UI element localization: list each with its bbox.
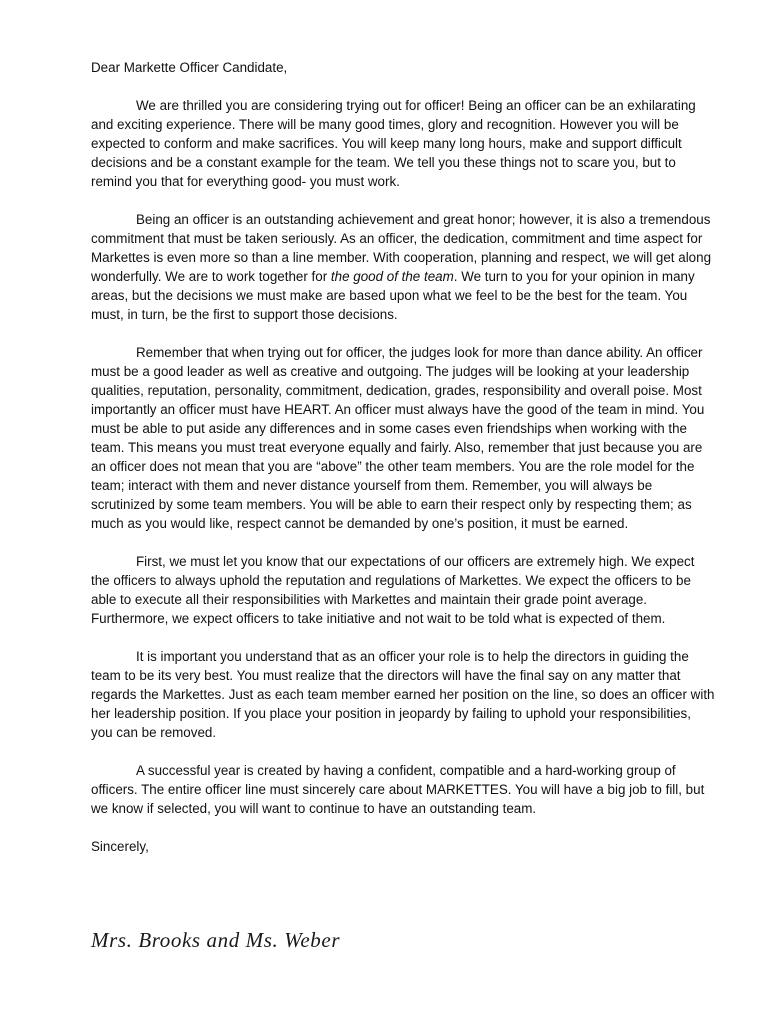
paragraph-2-text-before: Being an officer is an outstanding achievement and great honor; however, it is also a tremendous commitment that must be taken seriously. As an officer, the dedication, commitment and time aspect for Markettes is even more so than a line member. With cooperation, planning and respect, we will get along wonderfully. We are to work together for (91, 212, 712, 284)
paragraph-6: A successful year is created by having a confident, compatible and a hard-working group of officers. The entire officer line must sincerely care about MARKETTES. You will have a big job to fill, but we know if selected, you will want to continue to have an outstanding team. (91, 763, 705, 816)
letter-body (91, 58, 716, 856)
salutation: Dear Markette Officer Candidate, (91, 60, 288, 75)
paragraph-5: It is important you understand that as an officer your role is to help the directors in guiding the team to be its very best. You must realize that the directors will have the final say on any matter that regards the Markettes. Just as each team member earned her position on the line, so does an officer with her leadership position. If you place your position in jeopardy by failing to uphold your responsibilities, you can be removed. (91, 649, 715, 740)
paragraph-2 (91, 210, 716, 324)
paragraph-1: We are thrilled you are considering trying out for officer! Being an officer can be an exhilarating and exciting experience. There will be many good times, glory and recognition. However you will be expected to conform and make sacrifices. You will keep many long hours, make and support difficult decisions and be a constant example for the team. We tell you these things not to scare you, but to remind you that for everything good- you must work. (91, 98, 696, 189)
paragraph-4: First, we must let you know that our expectations of our officers are extremely high. We expect the officers to always uphold the reputation and regulations of Markettes. We expect the officers to be able to execute all their responsibilities with Markettes and maintain their grade point average. Furthermore, we expect officers to take initiative and not wait to be told what is expected of them. (91, 554, 695, 626)
signature: Mrs. Brooks and Ms. Weber (91, 928, 341, 952)
paragraph-3: Remember that when trying out for officer, the judges look for more than dance ability. An officer must be a good leader as well as creative and outgoing. The judges will be looking at your leadership qualities, reputation, personality, commitment, dedication, grades, responsibility and overall poise. Most importantly an officer must have HEART. An officer must always have the good of the team in mind. You must be able to put aside any differences and in some cases even friendships when working with the team. This means you must treat everyone equally and fairly. Also, remember that just because you are an officer does not mean that you are “above” the other team members. You are the role model for the team; interact with them and never distance yourself from them. Remember, you will always be scrutinized by some team members. You will be able to earn their respect only by respecting them; as much as you would like, respect cannot be demanded by one’s position, it must be earned. (91, 345, 705, 531)
paragraph-2-emphasis: the good of the team (330, 269, 454, 284)
paragraph-2-text-after: . We turn to you for your opinion in many areas, but the decisions we must make are based upon what we feel to be the best for the team. You must, in turn, be the first to support those decisions. (91, 269, 695, 322)
closing: Sincerely, (91, 839, 149, 854)
